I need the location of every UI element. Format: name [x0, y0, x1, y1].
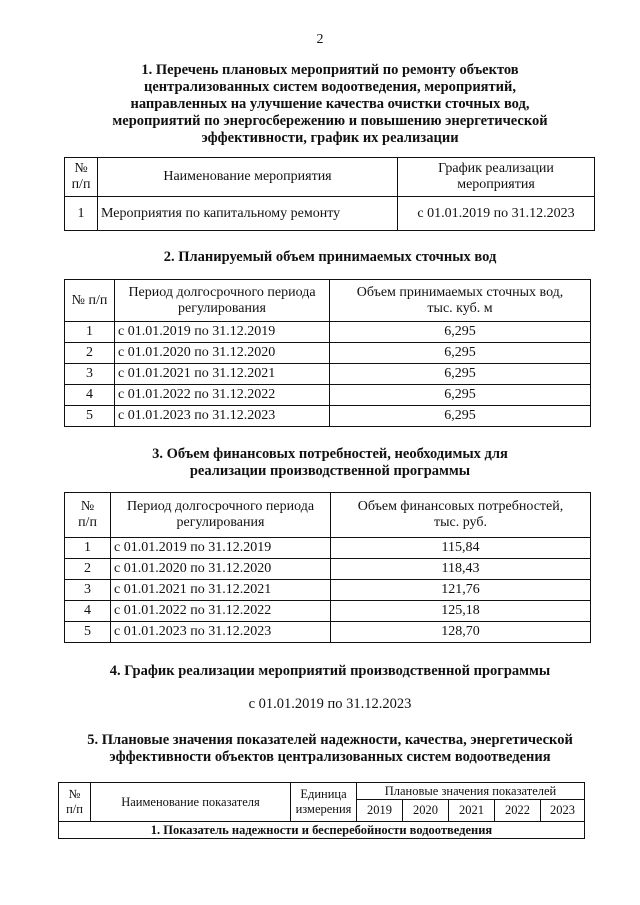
table-row: [65, 601, 591, 622]
header-year: 2021: [449, 800, 495, 822]
page-number: 2: [316, 32, 324, 47]
title-line: направленных на улучшение качества очистки сточных вод,: [130, 96, 530, 112]
cell-period: с 01.01.2023 по 31.12.2023: [111, 622, 331, 643]
wastewater-volume-table: [64, 279, 591, 427]
section5-title: [60, 732, 600, 766]
header-num: № п/п: [59, 783, 91, 822]
title-line: 5. Плановые значения показателей надежности, качества, энергетической: [87, 732, 573, 748]
header-period: Период долгосрочного периода регулирования: [111, 493, 331, 538]
table-row: [65, 538, 591, 559]
table-row: [65, 364, 591, 385]
table-row: [65, 559, 591, 580]
table-row: [65, 580, 591, 601]
title-line: реализации производственной программы: [189, 463, 471, 479]
table-section-row: [59, 822, 585, 839]
table-row: [65, 343, 591, 364]
cell-period: с 01.01.2021 по 31.12.2021: [111, 580, 331, 601]
cell-num: 2: [65, 343, 115, 364]
table-header-row: [65, 493, 591, 538]
cell-period: с 01.01.2022 по 31.12.2022: [115, 385, 330, 406]
subheader-reliability: 1. Показатель надежности и бесперебойности водоотведения: [59, 822, 585, 839]
header-year: 2020: [403, 800, 449, 822]
title-line: эффективности объектов централизованных систем водоотведения: [109, 749, 551, 765]
title-line: 1. Перечень плановых мероприятий по ремонту объектов: [141, 62, 519, 78]
header-year: 2022: [495, 800, 541, 822]
title-line: эффективности, график их реализации: [201, 130, 459, 146]
cell-value: 128,70: [331, 622, 591, 643]
cell-period: с 01.01.2023 по 31.12.2023: [115, 406, 330, 427]
cell-name: Мероприятия по капитальному ремонту: [98, 197, 398, 231]
header-num: № п/п: [65, 280, 115, 322]
cell-num: 1: [65, 538, 111, 559]
events-table: [64, 157, 595, 231]
cell-period: с 01.01.2020 по 31.12.2020: [115, 343, 330, 364]
cell-value: 6,295: [330, 406, 591, 427]
cell-num: 5: [65, 622, 111, 643]
cell-num: 1: [65, 322, 115, 343]
cell-value: 121,76: [331, 580, 591, 601]
table-header-row: [65, 280, 591, 322]
cell-num: 4: [65, 385, 115, 406]
cell-num: 4: [65, 601, 111, 622]
header-volume: Объем принимаемых сточных вод, тыс. куб. м: [330, 280, 591, 322]
cell-period: с 01.01.2019 по 31.12.2019: [111, 538, 331, 559]
header-period: Период долгосрочного периода регулирования: [115, 280, 330, 322]
section1-title: [60, 62, 600, 147]
header-year: 2023: [541, 800, 585, 822]
table-row: [65, 197, 595, 231]
cell-value: 118,43: [331, 559, 591, 580]
header-finance: Объем финансовых потребностей, тыс. руб.: [331, 493, 591, 538]
header-schedule: График реализации мероприятия: [398, 158, 595, 197]
table-row: [65, 322, 591, 343]
indicators-table: [58, 782, 585, 839]
cell-value: 6,295: [330, 343, 591, 364]
title-line: мероприятий по энергосбережению и повышению энергетической: [112, 113, 548, 129]
section4-title: 4. График реализации мероприятий производственной программы: [109, 663, 551, 679]
table-header-row: [65, 158, 595, 197]
cell-period: с 01.01.2021 по 31.12.2021: [115, 364, 330, 385]
table-row: [65, 406, 591, 427]
section3-title: [60, 446, 600, 480]
cell-value: 6,295: [330, 322, 591, 343]
cell-num: 5: [65, 406, 115, 427]
section2-title: 2. Планируемый объем принимаемых сточных вод: [163, 249, 497, 265]
cell-value: 6,295: [330, 364, 591, 385]
section4-period: с 01.01.2019 по 31.12.2023: [248, 696, 412, 712]
cell-period: с 01.01.2019 по 31.12.2019: [115, 322, 330, 343]
cell-value: 6,295: [330, 385, 591, 406]
cell-period: с 01.01.2020 по 31.12.2020: [111, 559, 331, 580]
header-planned-values: Плановые значения показателей: [357, 783, 585, 800]
cell-num: 3: [65, 580, 111, 601]
cell-schedule: с 01.01.2019 по 31.12.2023: [398, 197, 595, 231]
table-row: [65, 385, 591, 406]
cell-value: 125,18: [331, 601, 591, 622]
header-unit: Единица измерения: [291, 783, 357, 822]
cell-num: 2: [65, 559, 111, 580]
header-year: 2019: [357, 800, 403, 822]
table-row: [65, 622, 591, 643]
header-num: № п/п: [65, 493, 111, 538]
table-header-row: [59, 783, 585, 800]
cell-period: с 01.01.2022 по 31.12.2022: [111, 601, 331, 622]
title-line: централизованных систем водоотведения, мероприятий,: [144, 79, 516, 95]
title-line: 3. Объем финансовых потребностей, необходимых для: [152, 446, 508, 462]
cell-value: 115,84: [331, 538, 591, 559]
header-num: № п/п: [65, 158, 98, 197]
header-name: Наименование показателя: [91, 783, 291, 822]
header-name: Наименование мероприятия: [98, 158, 398, 197]
cell-num: 3: [65, 364, 115, 385]
financial-needs-table: [64, 492, 591, 643]
cell-num: 1: [65, 197, 98, 231]
